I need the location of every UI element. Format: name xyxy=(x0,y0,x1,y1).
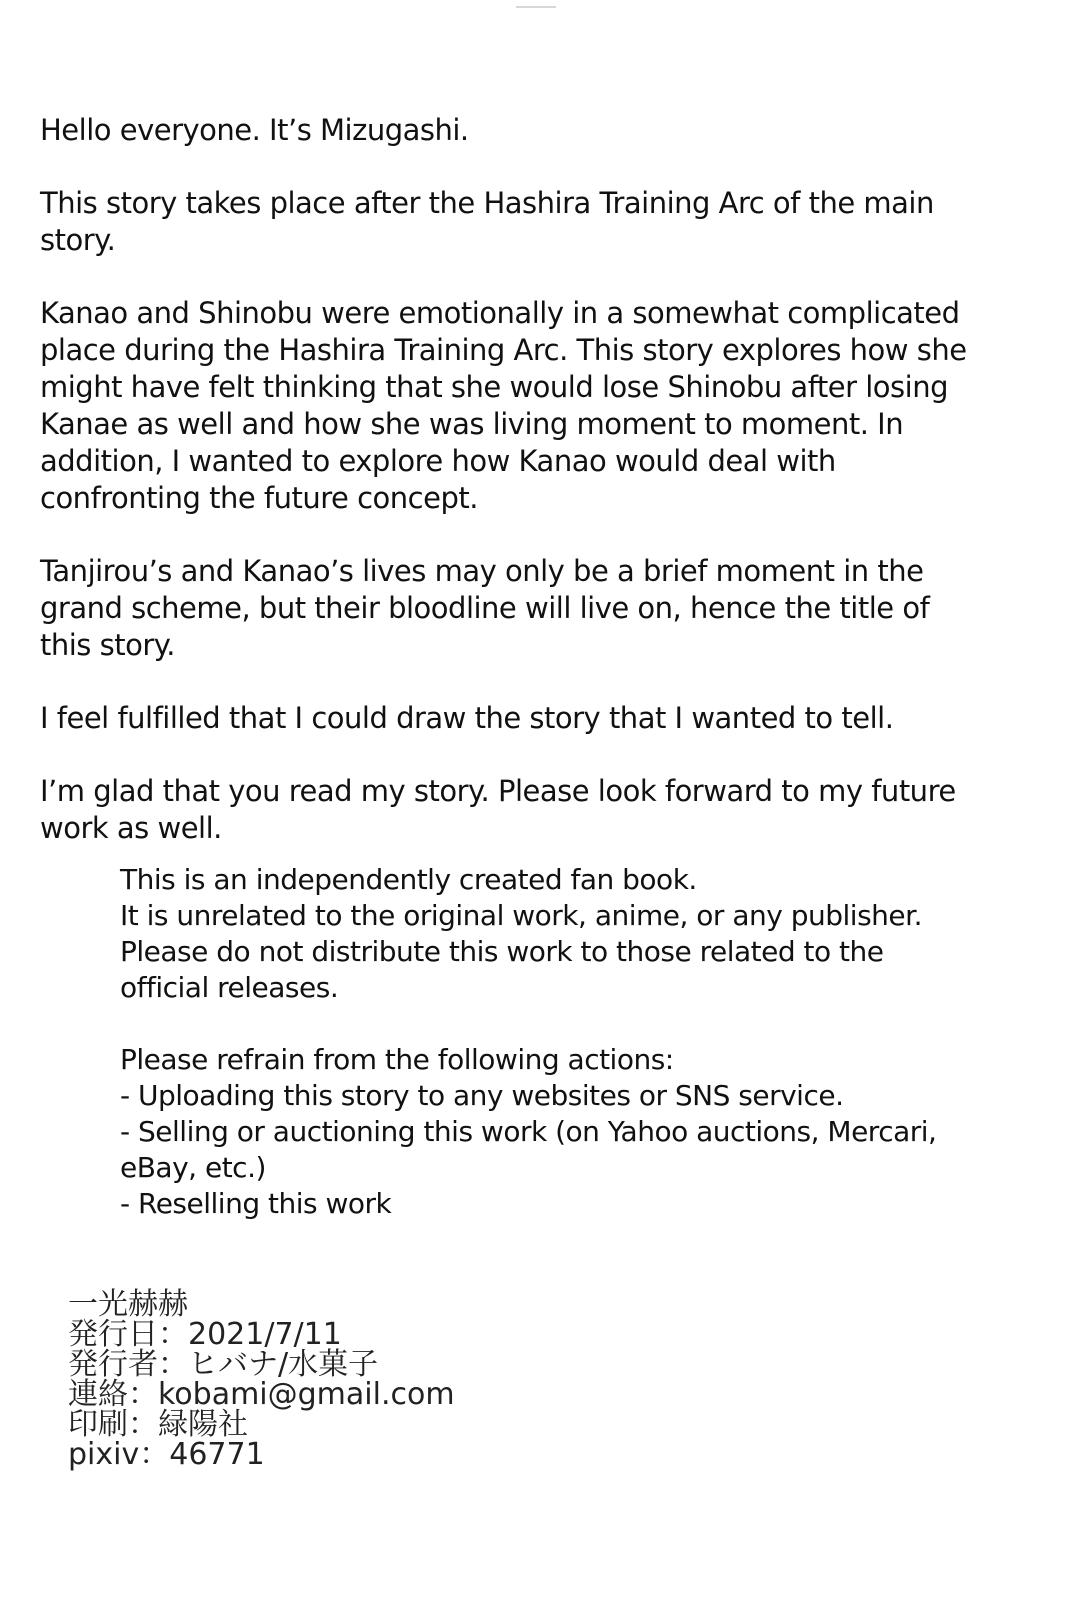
author-note xyxy=(40,112,980,883)
colophon-date-row xyxy=(68,1317,455,1352)
colophon-publisher-row xyxy=(68,1347,455,1382)
pixiv-value: 46771 xyxy=(169,1437,265,1472)
notice-line: Please do not distribute this work to those related to the official releases. xyxy=(120,935,884,1004)
fanbook-disclaimer xyxy=(120,862,940,1258)
pixiv-label: pixiv： xyxy=(68,1437,170,1472)
disclaimer-refrain xyxy=(120,1042,940,1222)
note-paragraph-thanks: I’m glad that you read my story. Please look forward to my future work as well. xyxy=(40,774,956,845)
publisher-value: ヒバナ/水菓子 xyxy=(188,1347,379,1382)
publisher-label: 発行者： xyxy=(68,1347,188,1382)
note-paragraph-greeting: Hello everyone. It’s Mizugashi. xyxy=(40,113,469,147)
note-paragraph-theme: Kanao and Shinobu were emotionally in a somewhat complicated place during the Hashira Training Arc. This story explores how she might have felt thinking that she would lose Shinobu after losing Kanae as well and how she was living moment to moment. In addition, I wanted to explore how Kanao would deal with confronting the future concept. xyxy=(40,296,967,515)
refrain-item: - Reselling this work xyxy=(120,1187,392,1220)
contact-label: 連絡： xyxy=(68,1377,158,1412)
colophon-pixiv-row xyxy=(68,1437,455,1472)
note-paragraph-fulfilled: I feel fulfilled that I could draw the story that I wanted to tell. xyxy=(40,701,894,735)
colophon-title: 一光赫赫 xyxy=(68,1287,188,1322)
date-value: 2021/7/11 xyxy=(188,1317,342,1352)
notice-line: It is unrelated to the original work, anime, or any publisher. xyxy=(120,899,922,932)
scan-mark xyxy=(516,6,556,8)
note-paragraph-setting: This story takes place after the Hashira Training Arc of the main story. xyxy=(40,186,934,257)
printer-label: 印刷： xyxy=(68,1407,158,1442)
colophon-contact-row xyxy=(68,1377,455,1412)
colophon xyxy=(68,1287,455,1472)
contact-value: kobami@gmail.com xyxy=(158,1377,455,1412)
refrain-heading: Please refrain from the following actions: xyxy=(120,1043,674,1076)
printer-value: 緑陽社 xyxy=(158,1407,248,1442)
notice-line: This is an independently created fan book. xyxy=(120,863,697,896)
disclaimer-notice xyxy=(120,862,940,1006)
note-paragraph-title-meaning: Tanjirou’s and Kanao’s lives may only be a brief moment in the grand scheme, but their bloodline will live on, hence the title of this story. xyxy=(40,554,930,662)
refrain-item: - Uploading this story to any websites or SNS service. xyxy=(120,1079,844,1112)
refrain-item: - Selling or auctioning this work (on Yahoo auctions, Mercari, eBay, etc.) xyxy=(120,1115,937,1184)
colophon-printer-row xyxy=(68,1407,455,1442)
date-label: 発行日： xyxy=(68,1317,188,1352)
